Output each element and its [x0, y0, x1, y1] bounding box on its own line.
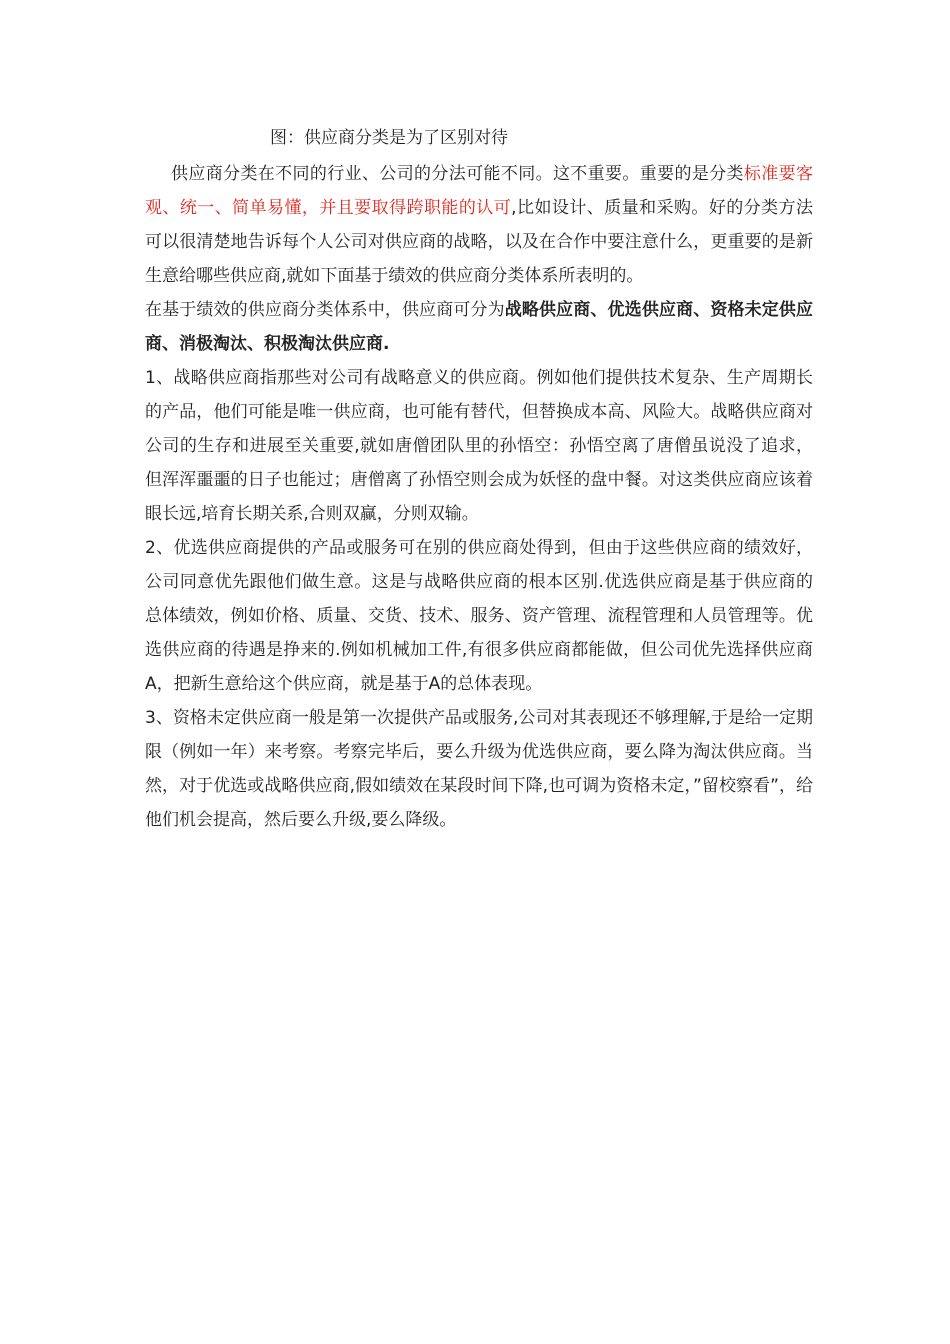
classification-categories: 战略供应商、优选供应商、资格未定供应商、消极淘汰、积极淘汰供应商. [145, 300, 814, 354]
intro-highlight: 标准要客观、统一、简单易懂，并且要取得跨职能的认可 [145, 164, 814, 218]
classification-lead: 在基于绩效的供应商分类体系中，供应商可分为 [145, 300, 505, 320]
figure-caption: 图：供应商分类是为了区别对待 [270, 128, 508, 148]
classification-paragraph [145, 293, 813, 361]
section-preferred-suppliers: 2、优选供应商提供的产品或服务可在别的供应商处得到，但由于这些供应商的绩效好，公司同意优先跟他们做生意。这是与战略供应商的根本区别.优选供应商是基于供应商的总体绩效，例如价格、质量、交货、技术、服务、资产管理、流程管理和人员管理等。优选供应商的待遇是挣来的.例如机械加工件,有很多供应商都能做，但公司优先选择供应商A，把新生意给这个供应商，就是基于A的总体表现。 [145, 538, 813, 694]
intro-paragraph [145, 157, 813, 293]
section-strategic-suppliers: 1、战略供应商指那些对公司有战略意义的供应商。例如他们提供技术复杂、生产周期长的产品，他们可能是唯一供应商，也可能有替代，但替换成本高、风险大。战略供应商对公司的生存和进展至关重要,就如唐僧团队里的孙悟空：孙悟空离了唐僧虽说没了追求，但浑浑噩噩的日子也能过；唐僧离了孙悟空则会成为妖怪的盘中餐。对这类供应商应该着眼长远,培育长期关系,合则双赢，分则双输。 [145, 368, 813, 524]
section-undetermined-suppliers: 3、资格未定供应商一般是第一次提供产品或服务,公司对其表现还不够理解,于是给一定期限（例如一年）来考察。考察完毕后，要么升级为优选供应商，要么降为淘汰供应商。当然，对于优选或战略供应商,假如绩效在某段时间下降,也可调为资格未定，”留校察看”，给他们机会提高，然后要么升级,要么降级。 [145, 708, 813, 830]
document-body [145, 157, 813, 837]
intro-text-1: 供应商分类在不同的行业、公司的分法可能不同。这不重要。重要的是分类 [171, 164, 744, 184]
intro-text-2: ,比如设计、质量和采购。好的分类方法可以很清楚地告诉每个人公司对供应商的战略，以及在合作中要注意什么，更重要的是新生意给哪些供应商,就如下面基于绩效的供应商分类体系所表明的。 [145, 198, 813, 286]
